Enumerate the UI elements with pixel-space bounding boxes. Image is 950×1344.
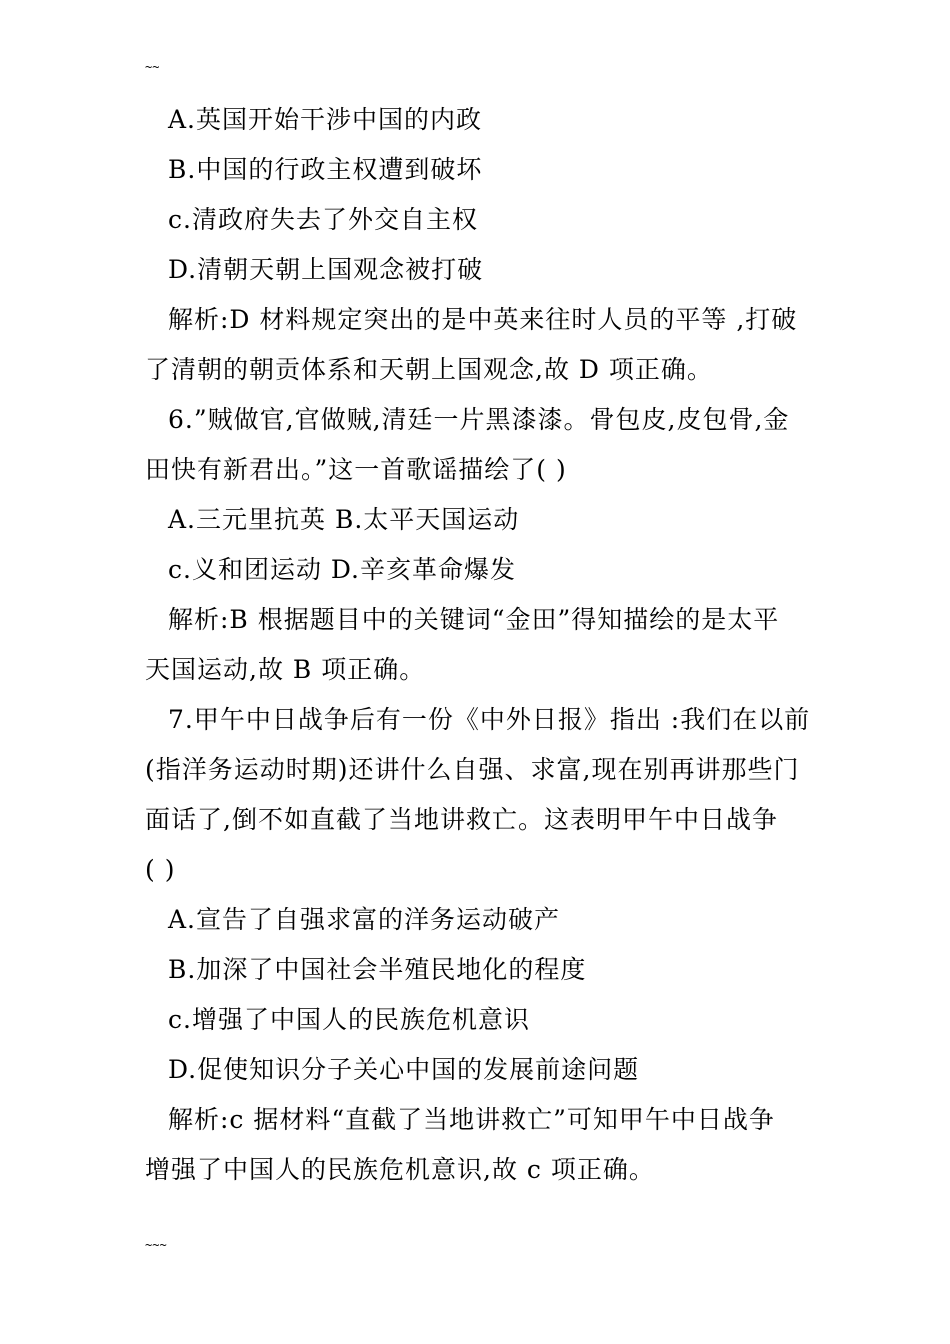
question-line: ( ) <box>145 855 176 884</box>
option-line: B.加深了中国社会半殖民地化的程度 <box>168 955 587 984</box>
option-line: A.宣告了自强求富的洋务运动破产 <box>168 905 561 934</box>
option-line: A.英国开始干涉中国的内政 <box>168 105 483 134</box>
option-line: B.中国的行政主权遭到破坏 <box>168 155 483 184</box>
analysis-line: 天国运动,故 B 项正确。 <box>145 655 426 684</box>
option-line: c.增强了中国人的民族危机意识 <box>168 1005 530 1034</box>
analysis-line: 增强了中国人的民族危机意识,故 c 项正确。 <box>145 1155 655 1184</box>
analysis-line: 解析:c 据材料“直截了当地讲救亡”可知甲午中日战争 <box>168 1105 775 1134</box>
analysis-line: 了清朝的朝贡体系和天朝上国观念,故 D 项正确。 <box>145 355 713 384</box>
footer-marker: ~~~ <box>145 1238 167 1252</box>
question-line: 面话了,倒不如直截了当地讲救亡。这表明甲午中日战争 <box>145 805 778 834</box>
header-marker: ~~ <box>145 60 160 74</box>
question-line: 田快有新君出。”这一首歌谣描绘了( ) <box>145 455 567 484</box>
document-body <box>145 95 810 1195</box>
question-line: 6.”贼做官,官做贼,清廷一片黑漆漆。骨包皮,皮包骨,金 <box>168 405 790 434</box>
analysis-line: 解析:B 根据题目中的关键词“金田”得知描绘的是太平 <box>168 605 780 634</box>
option-line: A.三元里抗英 B.太平天国运动 <box>168 505 520 534</box>
question-line: (指洋务运动时期)还讲什么自强、求富,现在别再讲那些门 <box>145 755 800 784</box>
analysis-line: 解析:D 材料规定突出的是中英来往时人员的平等 ,打破 <box>168 305 798 334</box>
option-line: c.清政府失去了外交自主权 <box>168 205 478 234</box>
option-line: c.义和团运动 D.辛亥革命爆发 <box>168 555 516 584</box>
question-line: 7.甲午中日战争后有一份《中外日报》指出 :我们在以前 <box>168 705 810 734</box>
option-line: D.促使知识分子关心中国的发展前途问题 <box>168 1055 640 1084</box>
option-line: D.清朝天朝上国观念被打破 <box>168 255 484 284</box>
